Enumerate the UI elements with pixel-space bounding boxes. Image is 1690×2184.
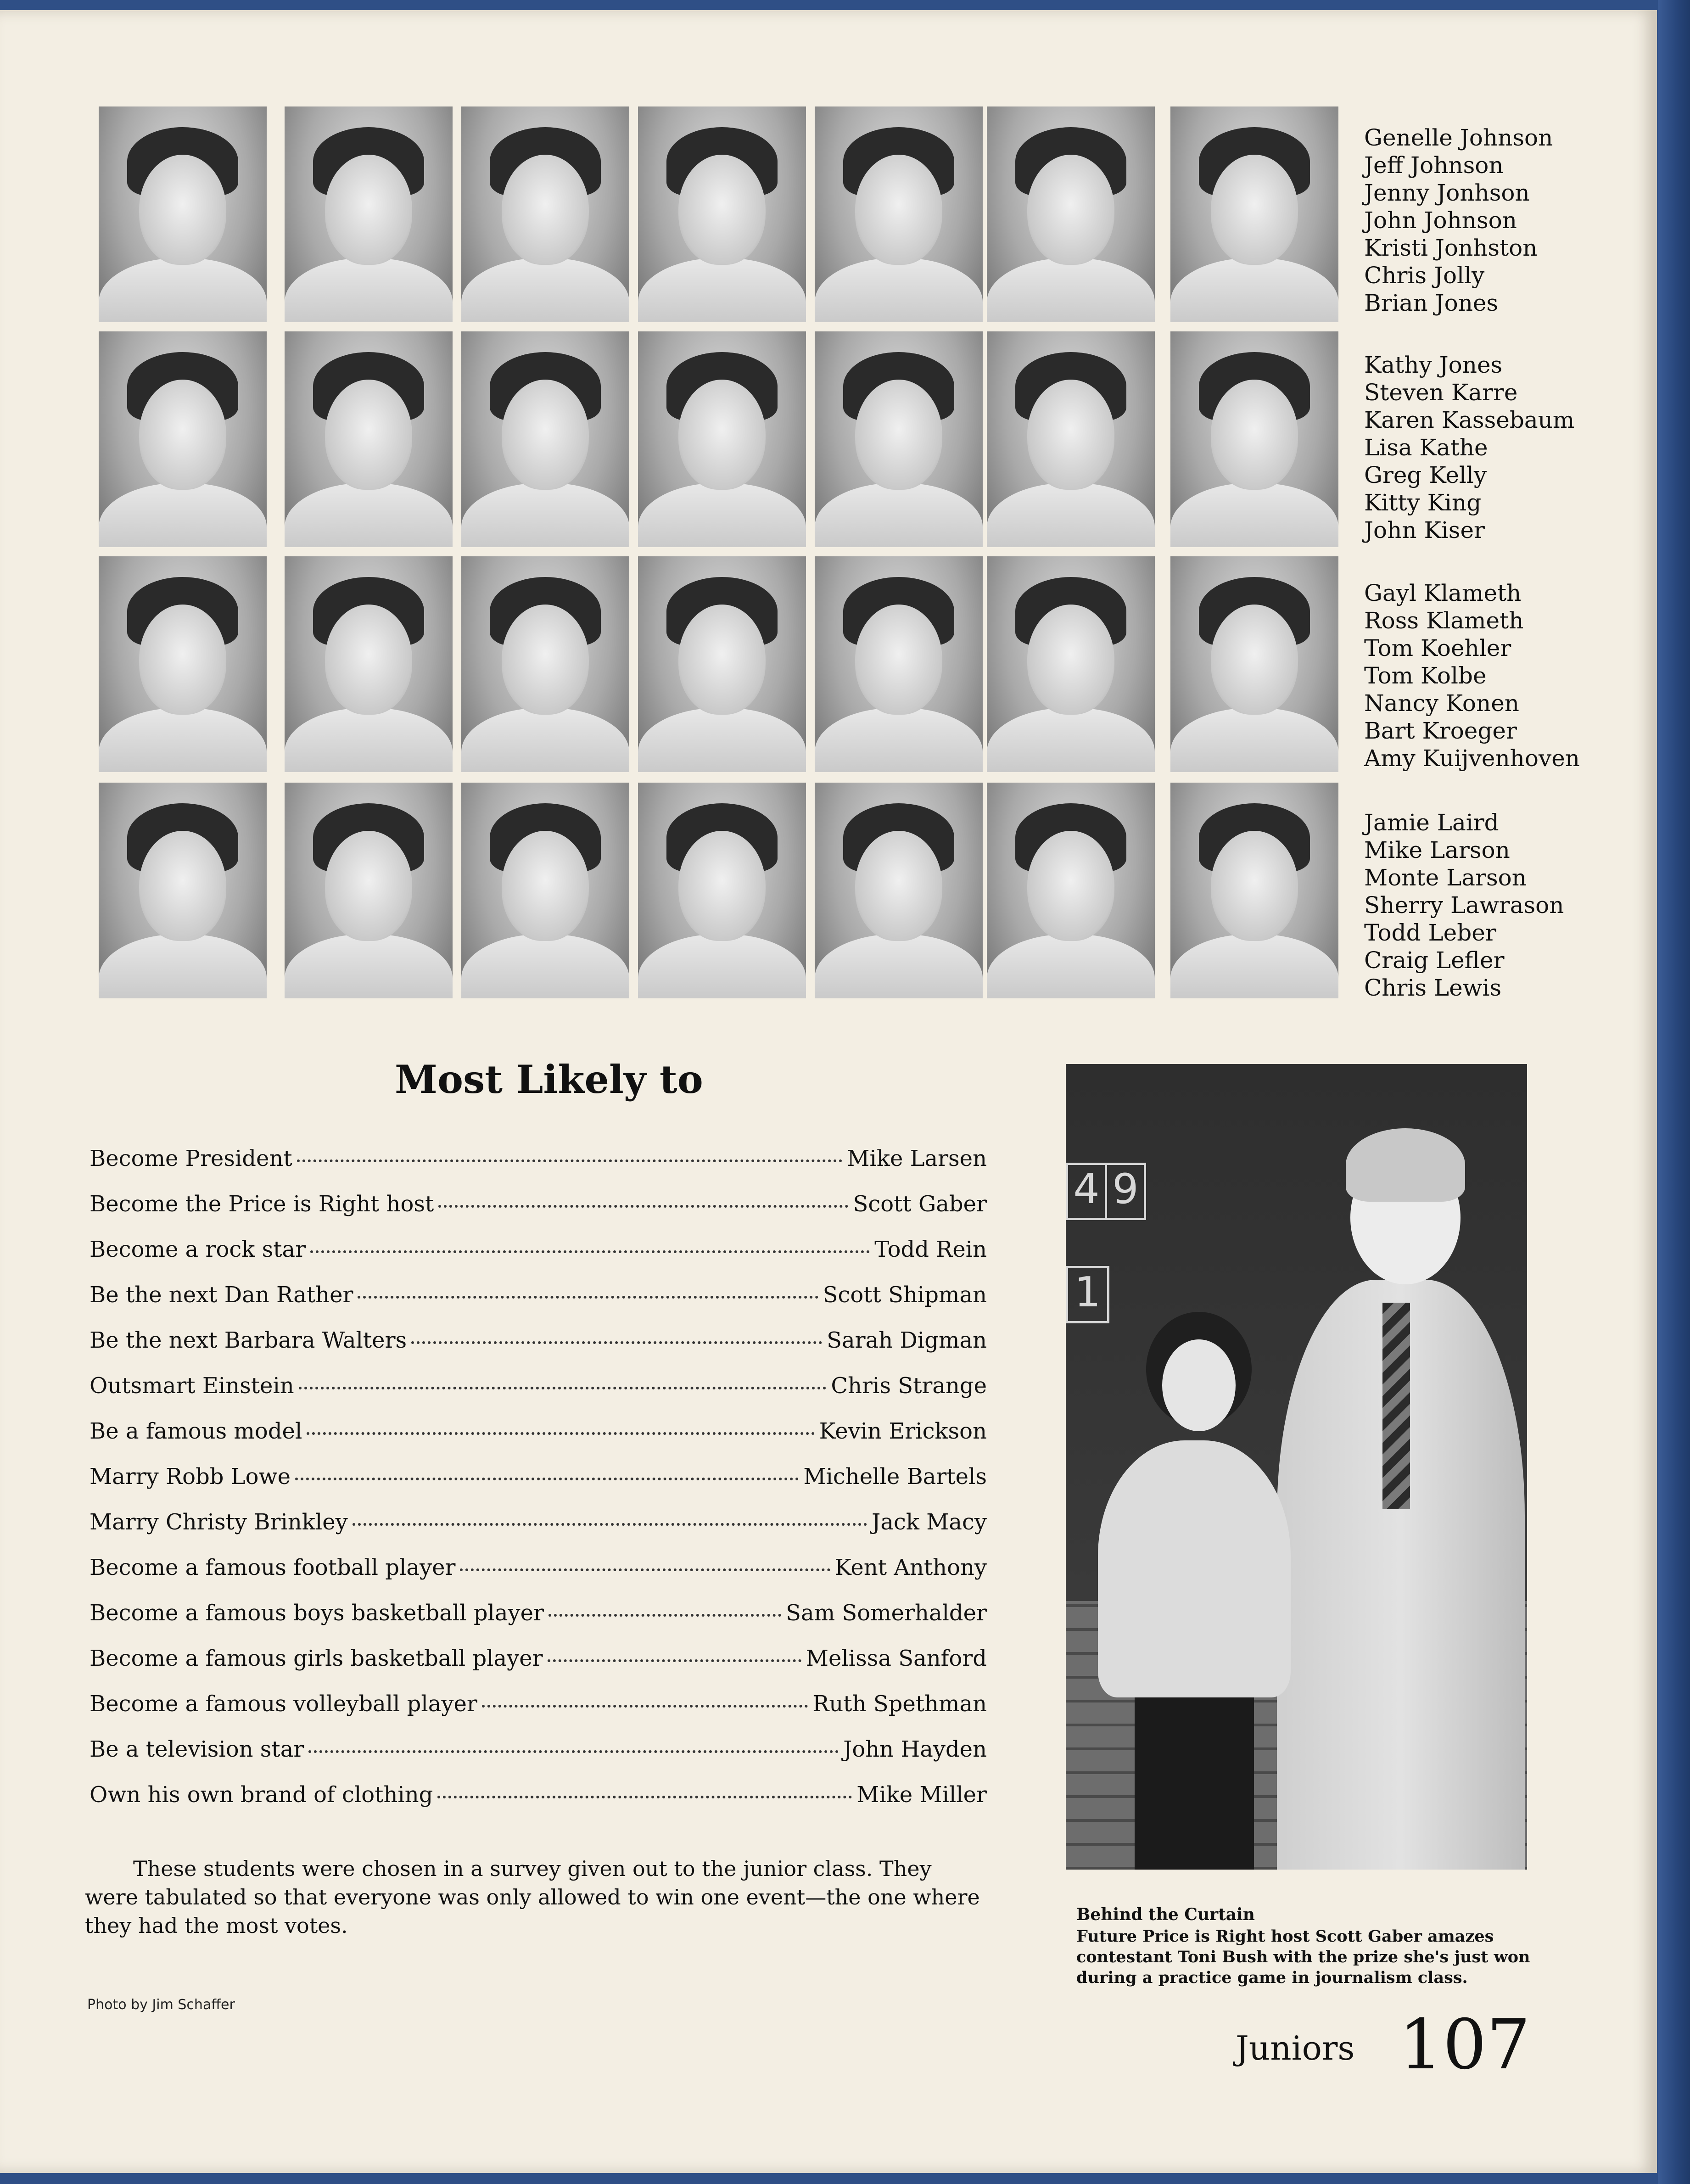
student-name: Chris Lewis (1364, 974, 1502, 1001)
category-label: Marry Robb Lowe (90, 1464, 291, 1490)
name-list-row-2 (1364, 351, 1574, 544)
student-name: Gayl Klameth (1364, 580, 1522, 606)
caption-title: Behind the Curtain (1076, 1905, 1255, 1924)
portrait-face (325, 155, 412, 265)
photo-credit: Photo by Jim Schaffer (87, 1997, 235, 2013)
winner-name: Kent Anthony (834, 1555, 987, 1580)
portrait-shoulders (815, 708, 983, 772)
dot-leader (548, 1614, 781, 1617)
student-portrait (987, 783, 1155, 998)
boy-hair (1346, 1128, 1465, 1202)
student-name: Tom Kolbe (1364, 662, 1487, 689)
student-portrait (461, 106, 629, 322)
dot-leader (299, 1387, 827, 1389)
portrait-shoulders (987, 258, 1155, 322)
student-portrait (99, 331, 267, 547)
list-item (90, 1464, 987, 1509)
book-binding (1658, 0, 1690, 2184)
student-name: Nancy Konen (1364, 690, 1520, 717)
portrait-shoulders (461, 258, 629, 322)
student-name: Jenny Jonhson (1364, 179, 1530, 206)
student-name: Jamie Laird (1364, 809, 1499, 836)
chalk-number: 9 (1105, 1163, 1146, 1220)
girl-sweater (1098, 1440, 1291, 1697)
student-portrait (1170, 556, 1338, 772)
winner-name: Kevin Erickson (819, 1418, 987, 1444)
boy-figure (1268, 1128, 1525, 1870)
tie (1382, 1303, 1410, 1509)
student-portrait (285, 556, 453, 772)
student-portrait (285, 106, 453, 322)
portrait-shoulders (461, 483, 629, 547)
list-item (90, 1782, 987, 1827)
category-label: Become a famous football player (90, 1555, 456, 1580)
student-portrait (1170, 106, 1338, 322)
portrait-shoulders (461, 708, 629, 772)
list-item (90, 1600, 987, 1646)
portrait-shoulders (638, 483, 806, 547)
student-portrait (987, 556, 1155, 772)
portrait-face (502, 605, 589, 715)
dot-leader (437, 1796, 852, 1798)
category-label: Own his own brand of clothing (90, 1782, 433, 1808)
winner-name: Scott Gaber (853, 1191, 987, 1217)
student-portrait (638, 106, 806, 322)
student-portrait (638, 331, 806, 547)
dot-leader (307, 1432, 814, 1435)
winner-name: Scott Shipman (823, 1282, 987, 1308)
list-item (90, 1509, 987, 1555)
student-name: Brian Jones (1364, 290, 1499, 316)
list-item (90, 1691, 987, 1736)
student-name: John Johnson (1364, 207, 1517, 234)
winner-name: Sarah Digman (827, 1327, 987, 1353)
category-label: Become a famous girls basketball player (90, 1646, 543, 1671)
portrait-shoulders (285, 258, 453, 322)
portrait-shoulders (461, 934, 629, 998)
portrait-shoulders (987, 708, 1155, 772)
student-portrait (638, 556, 806, 772)
list-item (90, 1282, 987, 1327)
winner-name: Sam Somerhalder (786, 1600, 987, 1626)
portrait-face (325, 831, 412, 941)
student-name: Tom Koehler (1364, 635, 1511, 661)
student-portrait (1170, 331, 1338, 547)
portrait-shoulders (1170, 258, 1338, 322)
student-name: Ross Klameth (1364, 607, 1524, 634)
portrait-shoulders (1170, 708, 1338, 772)
name-list-row-4 (1364, 809, 1564, 1002)
list-item (90, 1237, 987, 1282)
dot-leader (548, 1659, 801, 1662)
student-portrait (99, 556, 267, 772)
student-name: Craig Lefler (1364, 947, 1505, 974)
portrait-shoulders (285, 934, 453, 998)
student-portrait (815, 556, 983, 772)
winner-name: Jack Macy (872, 1509, 987, 1535)
feature-photo (1066, 1064, 1527, 1870)
portrait-face (855, 155, 942, 265)
student-portrait (285, 783, 453, 998)
portrait-face (678, 605, 766, 715)
portrait-face (139, 155, 226, 265)
category-label: Become President (90, 1146, 292, 1171)
list-item (90, 1646, 987, 1691)
student-name: Jeff Johnson (1364, 152, 1504, 179)
dot-leader (297, 1159, 843, 1162)
dot-leader (295, 1478, 799, 1480)
portrait-face (1027, 605, 1114, 715)
portrait-face (139, 605, 226, 715)
student-portrait (987, 106, 1155, 322)
student-name: Bart Kroeger (1364, 717, 1517, 744)
caption-text: Future Price is Right host Scott Gaber amazes contestant Toni Bush with the prize she's just won during a practice game in journalism class. (1076, 1927, 1530, 1987)
dot-leader (411, 1341, 822, 1344)
winner-name: Todd Rein (874, 1237, 987, 1262)
portrait-face (855, 380, 942, 490)
student-name: Genelle Johnson (1364, 124, 1553, 151)
student-name: Kitty King (1364, 489, 1482, 516)
list-item (90, 1736, 987, 1782)
dot-leader (353, 1523, 867, 1526)
winner-name: Chris Strange (831, 1373, 987, 1399)
portrait-shoulders (987, 934, 1155, 998)
list-item (90, 1373, 987, 1418)
category-label: Become the Price is Right host (90, 1191, 434, 1217)
chalk-number: 1 (1066, 1266, 1109, 1323)
girl-figure (1098, 1312, 1291, 1870)
portrait-shoulders (815, 934, 983, 998)
student-name: Lisa Kathe (1364, 434, 1488, 461)
student-name: Monte Larson (1364, 864, 1527, 891)
student-portrait (99, 783, 267, 998)
most-likely-heading: Most Likely to (395, 1057, 703, 1102)
list-item (90, 1327, 987, 1373)
student-name: Sherry Lawrason (1364, 892, 1564, 918)
winner-name: Melissa Sanford (806, 1646, 987, 1671)
portrait-face (139, 831, 226, 941)
winner-name: Ruth Spethman (812, 1691, 987, 1717)
winner-name: Mike Miller (856, 1782, 987, 1808)
portrait-face (1027, 831, 1114, 941)
student-name: Kathy Jones (1364, 352, 1503, 378)
section-label: Juniors (1236, 2029, 1355, 2067)
list-item (90, 1555, 987, 1600)
portrait-face (855, 831, 942, 941)
category-label: Marry Christy Brinkley (90, 1509, 348, 1535)
student-portrait (99, 106, 267, 322)
portrait-face (1211, 380, 1298, 490)
dot-leader (358, 1296, 818, 1299)
student-name: John Kiser (1364, 517, 1485, 543)
student-name: Kristi Jonhston (1364, 235, 1538, 261)
portrait-shoulders (815, 258, 983, 322)
student-portrait (461, 556, 629, 772)
survey-description: These students were chosen in a survey given out to the junior class. They were tabulated so that everyone was only allowed to win one event—the one where they had the most votes. (85, 1856, 980, 1938)
portrait-face (1211, 831, 1298, 941)
portrait-face (1211, 605, 1298, 715)
winner-name: Mike Larsen (847, 1146, 987, 1171)
girl-pants (1135, 1693, 1254, 1870)
category-label: Be the next Barbara Walters (90, 1327, 407, 1353)
portrait-shoulders (99, 483, 267, 547)
student-name: Greg Kelly (1364, 462, 1487, 488)
dot-leader (482, 1705, 808, 1708)
most-likely-list (90, 1146, 987, 1827)
dot-leader (308, 1750, 839, 1753)
portrait-face (1027, 155, 1114, 265)
name-list-row-3 (1364, 579, 1580, 772)
dot-leader (460, 1568, 830, 1571)
category-label: Outsmart Einstein (90, 1373, 294, 1399)
category-label: Be a famous model (90, 1418, 302, 1444)
student-portrait (987, 331, 1155, 547)
portrait-face (678, 380, 766, 490)
portrait-shoulders (99, 934, 267, 998)
student-portrait (815, 106, 983, 322)
portrait-shoulders (285, 483, 453, 547)
student-portrait (1170, 783, 1338, 998)
portrait-face (502, 380, 589, 490)
student-name: Mike Larson (1364, 837, 1510, 863)
portrait-shoulders (638, 708, 806, 772)
portrait-shoulders (638, 258, 806, 322)
student-name: Todd Leber (1364, 919, 1496, 946)
winner-name: Michelle Bartels (803, 1464, 987, 1490)
portrait-face (139, 380, 226, 490)
portrait-face (678, 155, 766, 265)
portrait-shoulders (99, 258, 267, 322)
portrait-shoulders (815, 483, 983, 547)
category-label: Become a famous volleyball player (90, 1691, 477, 1717)
portrait-shoulders (99, 708, 267, 772)
portrait-shoulders (285, 708, 453, 772)
student-name: Chris Jolly (1364, 262, 1485, 289)
girl-face (1162, 1339, 1236, 1431)
dot-leader (310, 1250, 870, 1253)
portrait-shoulders (987, 483, 1155, 547)
portrait-shoulders (638, 934, 806, 998)
list-item (90, 1191, 987, 1237)
student-name: Karen Kassebaum (1364, 407, 1575, 433)
student-portrait (638, 783, 806, 998)
category-label: Be the next Dan Rather (90, 1282, 353, 1308)
winner-name: John Hayden (843, 1736, 987, 1762)
student-portrait (461, 331, 629, 547)
portrait-face (502, 155, 589, 265)
portrait-face (855, 605, 942, 715)
portrait-face (325, 380, 412, 490)
student-name: Steven Karre (1364, 379, 1518, 406)
portrait-face (502, 831, 589, 941)
list-item (90, 1418, 987, 1464)
portrait-face (1211, 155, 1298, 265)
portrait-face (1027, 380, 1114, 490)
category-label: Be a television star (90, 1736, 304, 1762)
page-number: 107 (1399, 2005, 1531, 2085)
portrait-face (678, 831, 766, 941)
student-portrait (461, 783, 629, 998)
student-portrait (815, 783, 983, 998)
list-item (90, 1146, 987, 1191)
portrait-face (325, 605, 412, 715)
chalk-number: 4 (1066, 1163, 1107, 1220)
category-label: Become a famous boys basketball player (90, 1600, 544, 1626)
portrait-shoulders (1170, 934, 1338, 998)
student-portrait (285, 331, 453, 547)
student-name: Amy Kuijvenhoven (1364, 745, 1580, 772)
dot-leader (438, 1205, 848, 1208)
portrait-shoulders (1170, 483, 1338, 547)
student-portrait (815, 331, 983, 547)
name-list-row-1 (1364, 124, 1553, 317)
category-label: Become a rock star (90, 1237, 306, 1262)
